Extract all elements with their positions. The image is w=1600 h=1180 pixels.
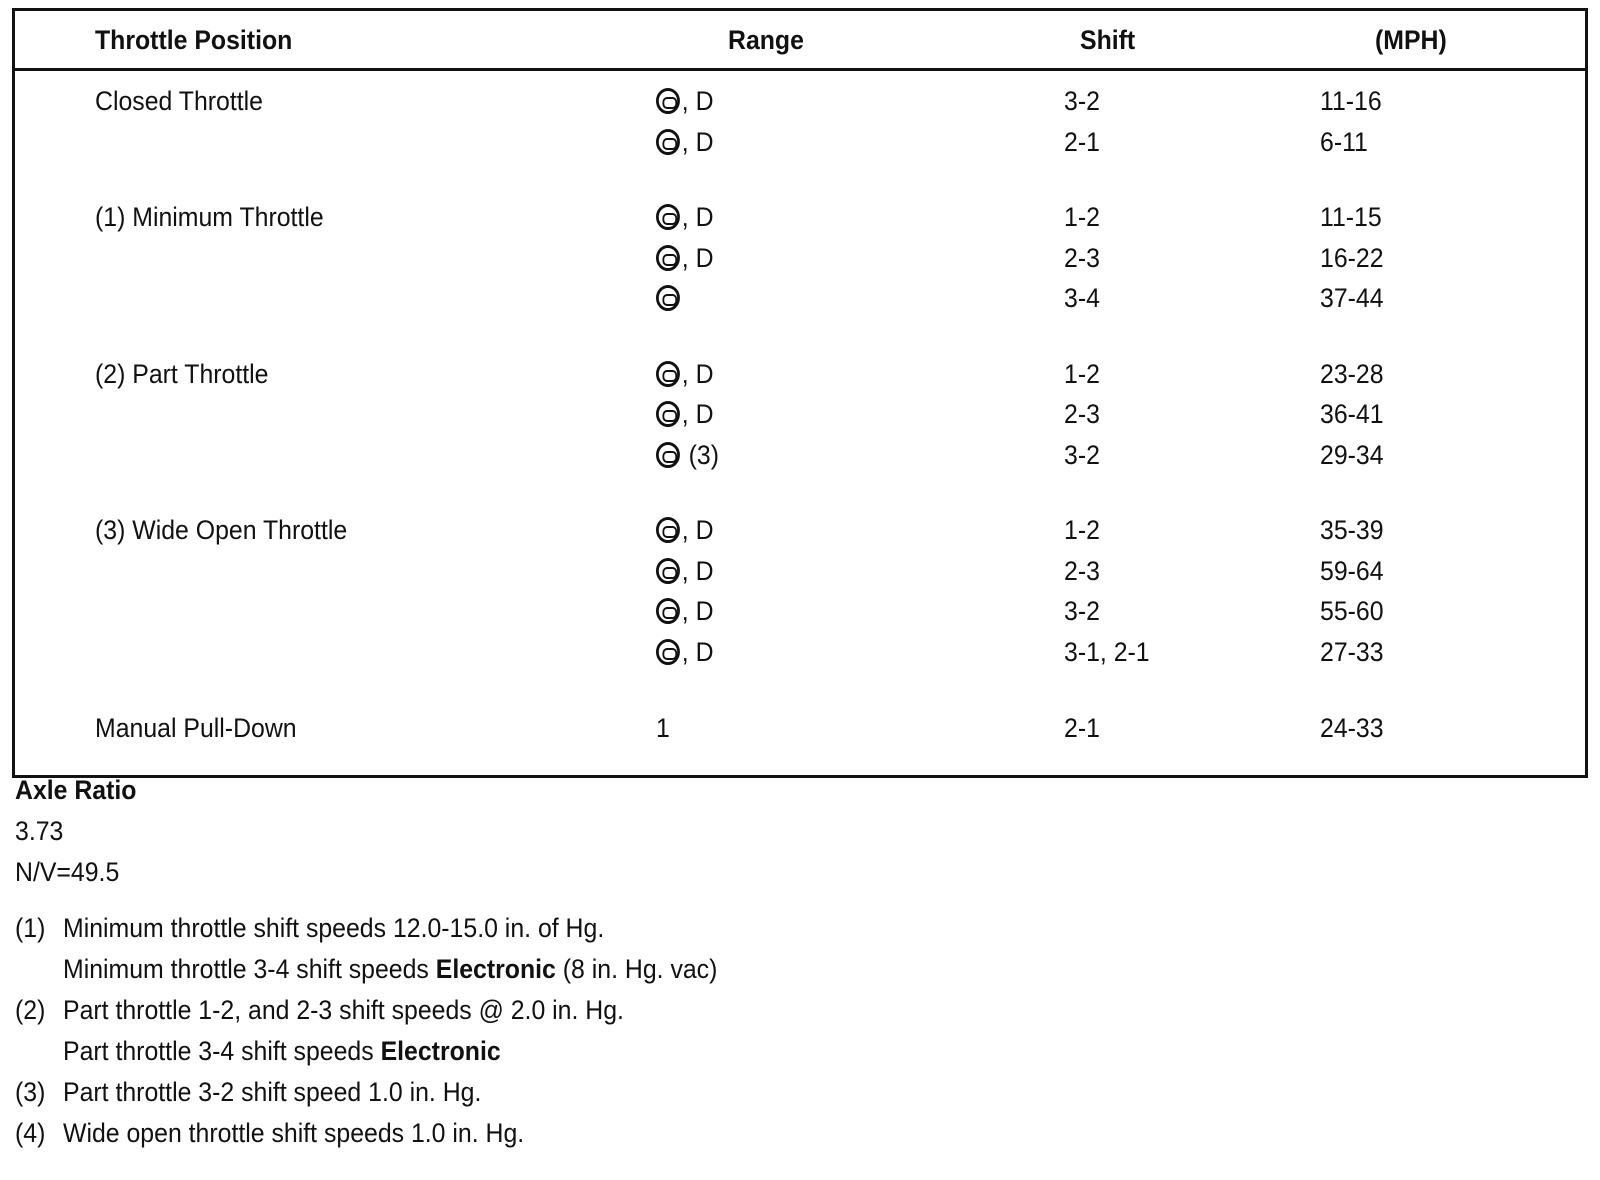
range-cell — [656, 282, 680, 314]
range-suffix: , D — [681, 202, 714, 232]
range-cell — [656, 439, 719, 471]
mph-cell: 23-28 — [1320, 358, 1384, 389]
range-suffix: , D — [681, 358, 714, 389]
circled-gear-symbol-icon — [656, 204, 680, 230]
shift-cell: 3-4 — [1064, 283, 1100, 313]
shift-cell: 2-1 — [1064, 126, 1100, 157]
mph-cell: 37-44 — [1320, 283, 1384, 313]
range-cell: 1 — [656, 713, 670, 743]
footnote-marker: (1) — [15, 913, 46, 943]
footnote-marker: (2) — [15, 995, 46, 1025]
shift-cell: 3-2 — [1064, 596, 1100, 626]
header-mph: (MPH) — [1375, 25, 1447, 55]
mph-cell: 11-15 — [1320, 202, 1382, 232]
range-cell — [656, 85, 714, 117]
shift-cell: 1-2 — [1064, 358, 1100, 389]
footnote-text: Part throttle 1-2, and 2-3 shift speeds @ 2.0 in. Hg. — [63, 995, 624, 1025]
circled-gear-symbol-icon — [656, 361, 680, 387]
circled-gear-symbol-icon — [656, 442, 680, 468]
header-shift: Shift — [1080, 25, 1136, 55]
range-cell — [656, 636, 714, 668]
footnote-text: Wide open throttle shift speeds 1.0 in. Hg. — [63, 1118, 525, 1148]
range-cell — [656, 398, 714, 430]
range-suffix: , D — [681, 242, 714, 273]
axle-ratio-heading: Axle Ratio — [15, 775, 137, 805]
range-cell — [656, 514, 714, 546]
mph-cell: 6-11 — [1320, 126, 1368, 157]
range-suffix: , D — [681, 399, 714, 429]
range-cell — [656, 201, 714, 233]
shift-cell: 2-3 — [1064, 399, 1100, 429]
footnote-text: Part throttle 3-4 shift speeds Electronic — [63, 1036, 501, 1066]
range-suffix: (3) — [681, 439, 720, 470]
header-range: Range — [728, 25, 804, 55]
mph-cell: 59-64 — [1320, 555, 1384, 586]
shift-cell: 1-2 — [1064, 515, 1100, 545]
range-cell — [656, 126, 714, 158]
range-suffix: , D — [681, 636, 714, 667]
footnote-text: Part throttle 3-2 shift speed 1.0 in. Hg. — [63, 1077, 482, 1107]
nv-value: N/V=49.5 — [15, 857, 120, 887]
throttle-position-label: (2) Part Throttle — [95, 358, 269, 389]
manual-pull-down-label: Manual Pull-Down — [95, 713, 297, 743]
range-suffix: , D — [681, 126, 714, 157]
shift-cell: 3-2 — [1064, 86, 1100, 116]
circled-gear-symbol-icon — [656, 245, 680, 271]
shift-cell: 1-2 — [1064, 202, 1100, 232]
shift-cell: 2-3 — [1064, 242, 1100, 273]
circled-gear-symbol-icon — [656, 88, 680, 114]
mph-cell: 24-33 — [1320, 713, 1384, 743]
header-divider — [12, 68, 1588, 71]
mph-cell: 27-33 — [1320, 636, 1384, 667]
throttle-position-label: (1) Minimum Throttle — [95, 202, 324, 232]
range-cell — [656, 242, 714, 274]
mph-cell: 55-60 — [1320, 596, 1384, 626]
throttle-position-label: (3) Wide Open Throttle — [95, 515, 348, 545]
circled-gear-symbol-icon — [656, 517, 680, 543]
header-throttle-position: Throttle Position — [95, 25, 293, 55]
axle-ratio-value: 3.73 — [15, 816, 64, 846]
footnote-marker: (4) — [15, 1118, 46, 1148]
range-cell — [656, 555, 714, 587]
shift-cell: 3-2 — [1064, 439, 1100, 470]
footnote-text: Minimum throttle 3-4 shift speeds Electronic (8 in. Hg. vac) — [63, 954, 718, 984]
footnote-text: Minimum throttle shift speeds 12.0-15.0 in. of Hg. — [63, 913, 605, 943]
mph-cell: 29-34 — [1320, 439, 1384, 470]
range-cell — [656, 595, 714, 627]
circled-gear-symbol-icon — [656, 598, 680, 624]
shift-cell: 3-1, 2-1 — [1064, 636, 1150, 667]
range-suffix: , D — [681, 596, 714, 626]
footnote-marker: (3) — [15, 1077, 46, 1107]
circled-gear-symbol-icon — [656, 401, 680, 427]
circled-gear-symbol-icon — [656, 285, 680, 311]
range-suffix: , D — [681, 555, 714, 586]
circled-gear-symbol-icon — [656, 129, 680, 155]
shift-cell: 2-3 — [1064, 555, 1100, 586]
shift-cell: 2-1 — [1064, 713, 1100, 743]
range-suffix: , D — [681, 515, 714, 545]
mph-cell: 36-41 — [1320, 399, 1384, 429]
circled-gear-symbol-icon — [656, 639, 680, 665]
range-cell — [656, 358, 714, 390]
mph-cell: 16-22 — [1320, 242, 1384, 273]
mph-cell: 11-16 — [1320, 86, 1382, 116]
circled-gear-symbol-icon — [656, 558, 680, 584]
throttle-position-label: Closed Throttle — [95, 86, 263, 116]
mph-cell: 35-39 — [1320, 515, 1384, 545]
range-suffix: , D — [681, 86, 714, 116]
